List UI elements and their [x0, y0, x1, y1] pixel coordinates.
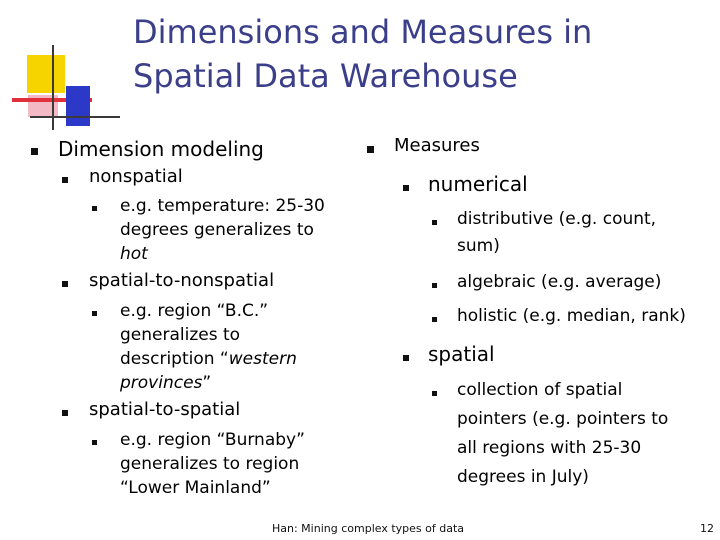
page-number: 12 [700, 522, 714, 535]
title-line-1: Dimensions and Measures in [133, 13, 593, 51]
slide-title [133, 10, 592, 98]
bullet-icon [367, 146, 374, 153]
spatial-collection-line-3: all regions with 25-30 [457, 438, 642, 458]
spatial-to-spatial-example-line-2: generalizes to region [120, 454, 300, 474]
spatial-to-nonspatial-example-line-3 [120, 349, 297, 369]
numerical-label: numerical [428, 172, 528, 196]
bullet-icon [92, 440, 97, 445]
spatial-to-spatial-example-line-3: “Lower Mainland” [120, 478, 271, 498]
spatial-measure-label: spatial [428, 342, 495, 366]
dimension-modeling-heading: Dimension modeling [58, 137, 264, 161]
spatial-collection-line-2: pointers (e.g. pointers to [457, 409, 669, 429]
nonspatial-label: nonspatial [89, 166, 183, 187]
logo-yellow-square [27, 55, 65, 93]
holistic-line: holistic (e.g. median, rank) [457, 306, 686, 326]
spatial-to-spatial-label: spatial-to-spatial [89, 399, 241, 420]
logo-blue-square [66, 86, 90, 126]
description-text: description “ [120, 349, 229, 369]
bullet-icon [62, 177, 68, 183]
spatial-collection-line-1: collection of spatial [457, 380, 623, 400]
logo-horizontal-line [30, 116, 120, 118]
spatial-to-nonspatial-example-line-2: generalizes to [120, 325, 241, 345]
bullet-icon [92, 311, 97, 316]
nonspatial-example-line-2: degrees generalizes to [120, 220, 314, 240]
closing-quote-text: ” [202, 373, 212, 393]
bullet-icon [92, 206, 97, 211]
nonspatial-example-line-3: hot [120, 244, 148, 264]
bullet-icon [432, 317, 437, 322]
bullet-icon [62, 410, 68, 416]
bullet-icon [432, 283, 437, 288]
slide-footer: Han: Mining complex types of data [272, 522, 465, 535]
measures-heading: Measures [394, 135, 480, 156]
spatial-to-nonspatial-example-line-1: e.g. region “B.C.” [120, 301, 269, 321]
bullet-icon [432, 391, 437, 396]
bullet-icon [403, 185, 409, 191]
bullet-icon [432, 220, 437, 225]
spatial-to-nonspatial-example-line-4 [120, 373, 211, 393]
spatial-to-spatial-example-line-1: e.g. region “Burnaby” [120, 430, 305, 450]
bullet-icon [62, 281, 68, 287]
bullet-icon [403, 355, 409, 361]
distributive-line-2: sum) [457, 236, 500, 256]
spatial-to-nonspatial-label: spatial-to-nonspatial [89, 270, 275, 291]
algebraic-line: algebraic (e.g. average) [457, 272, 662, 292]
nonspatial-example-line-1: e.g. temperature: 25-30 [120, 196, 325, 216]
western-text: western [228, 349, 297, 369]
provinces-text: provinces [120, 373, 203, 393]
bullet-icon [31, 148, 38, 155]
distributive-line-1: distributive (e.g. count, [457, 209, 657, 229]
title-line-2: Spatial Data Warehouse [133, 57, 518, 95]
spatial-collection-line-4: degrees in July) [457, 467, 589, 487]
